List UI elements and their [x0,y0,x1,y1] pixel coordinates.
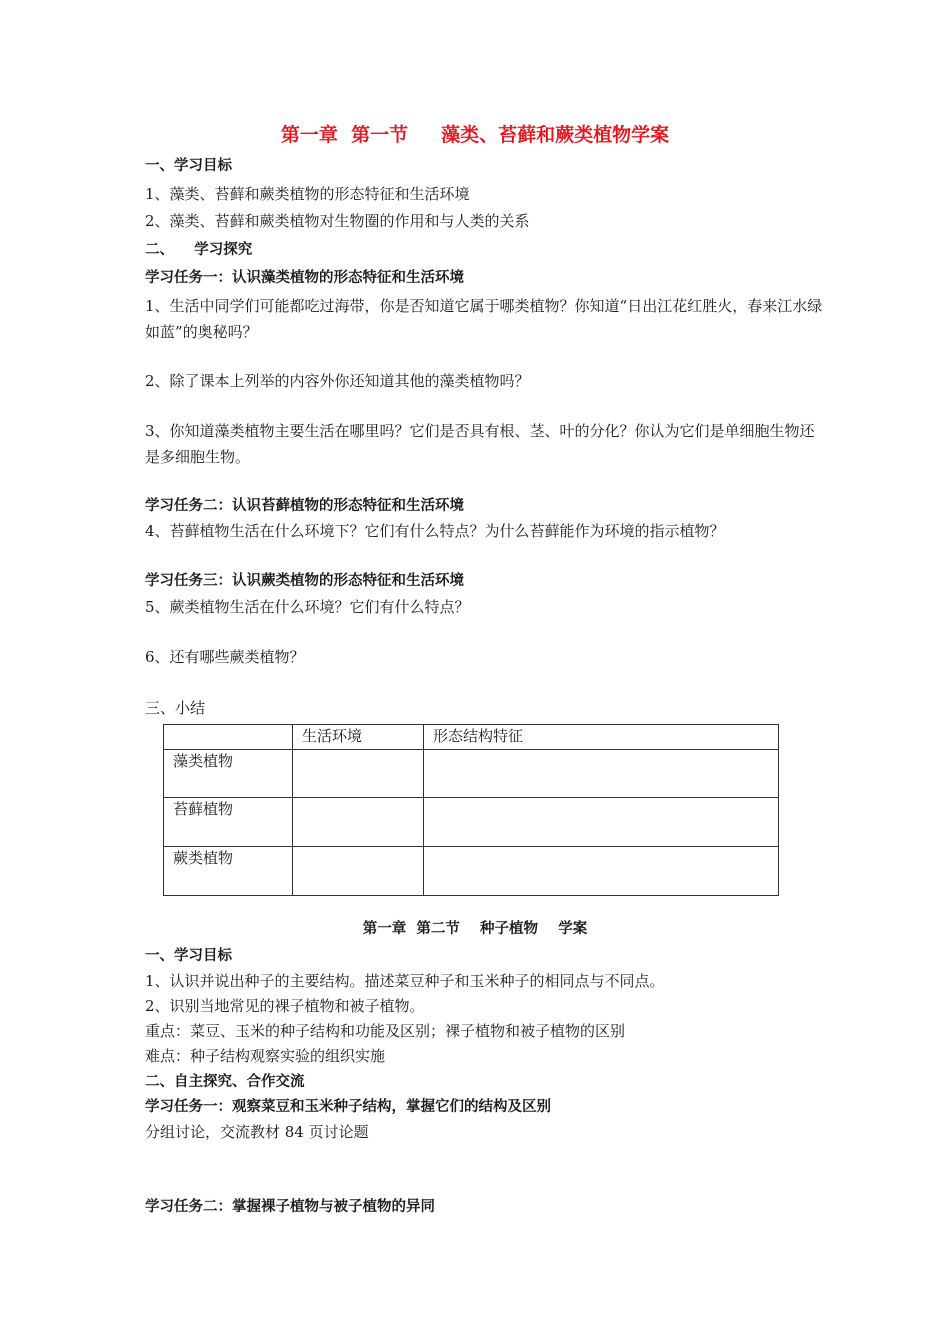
key-points: 重点：菜豆、玉米的种子结构和功能及区别；裸子植物和被子植物的区别 [145,1022,626,1040]
row-label: 苔藓植物 [164,798,293,847]
self-inquiry-heading: 二、自主探究、合作交流 [145,1074,305,1090]
task-two-heading: 学习任务二：认识苔藓植物的形态特征和生活环境 [145,498,464,514]
question-2: 2、除了课本上列举的内容外你还知道其他的藻类植物吗？ [145,372,530,390]
row-label: 藻类植物 [164,750,293,798]
table-row [164,798,779,847]
row-label: 蕨类植物 [164,847,293,896]
section-2-objectives-heading: 一、学习目标 [145,948,232,964]
chapter-1-section-1-title: 第一章 第一节 藻类、苔藓和蕨类植物学案 [280,124,670,146]
objective-item: 1、藻类、苔藓和蕨类植物的形态特征和生活环境 [145,185,470,203]
objective-item: 2、藻类、苔藓和蕨类植物对生物圈的作用和与人类的关系 [145,212,530,230]
task-three-heading: 学习任务三：认识蕨类植物的形态特征和生活环境 [145,573,464,589]
question-4: 4、苔藓植物生活在什么环境下？它们有什么特点？为什么苔藓能作为环境的指示植物？ [145,522,725,540]
table-cell [424,847,779,896]
table-row [164,750,779,798]
group-discussion-note: 分组讨论，交流教材 84 页讨论题 [145,1123,369,1141]
learning-inquiry-heading: 二、 学习探究 [145,242,253,258]
summary-table [163,724,779,896]
table-header-cell: 生活环境 [293,725,424,750]
table-cell [424,750,779,798]
table-row [164,847,779,896]
table-cell [424,798,779,847]
learning-objectives-heading: 一、学习目标 [145,158,232,174]
objective-item: 2、识别当地常见的裸子植物和被子植物。 [145,997,425,1015]
summary-heading: 三、小结 [145,699,206,717]
task-one-heading: 学习任务一：认识藻类植物的形态特征和生活环境 [145,270,464,286]
table-header-row [164,725,779,750]
chapter-1-section-2-title: 第一章 第二节 种子植物 学案 [362,921,588,937]
table-header-cell: 形态结构特征 [424,725,779,750]
section-2-task-one-heading: 学习任务一：观察菜豆和玉米种子结构，掌握它们的结构及区别 [145,1099,551,1115]
difficult-points: 难点：种子结构观察实验的组织实施 [145,1047,386,1065]
objective-item: 1、认识并说出种子的主要结构。描述菜豆种子和玉米种子的相同点与不同点。 [145,972,665,990]
table-header-cell [164,725,293,750]
table-cell [293,847,424,896]
question-6: 6、还有哪些蕨类植物？ [145,648,305,666]
table-cell [293,798,424,847]
question-5: 5、蕨类植物生活在什么环境？它们有什么特点？ [145,598,470,616]
table-cell [293,750,424,798]
section-2-task-two-heading: 学习任务二：掌握裸子植物与被子植物的异同 [145,1199,435,1215]
question-3: 3、你知道藻类植物主要生活在哪里吗？它们是否具有根、茎、叶的分化？你认为它们是单细胞生物还是多细胞生物。 [145,422,815,466]
question-1: 1、生活中同学们可能都吃过海带，你是否知道它属于哪类植物？你知道“日出江花红胜火，春来江水绿如蓝”的奥秘吗？ [145,297,823,341]
